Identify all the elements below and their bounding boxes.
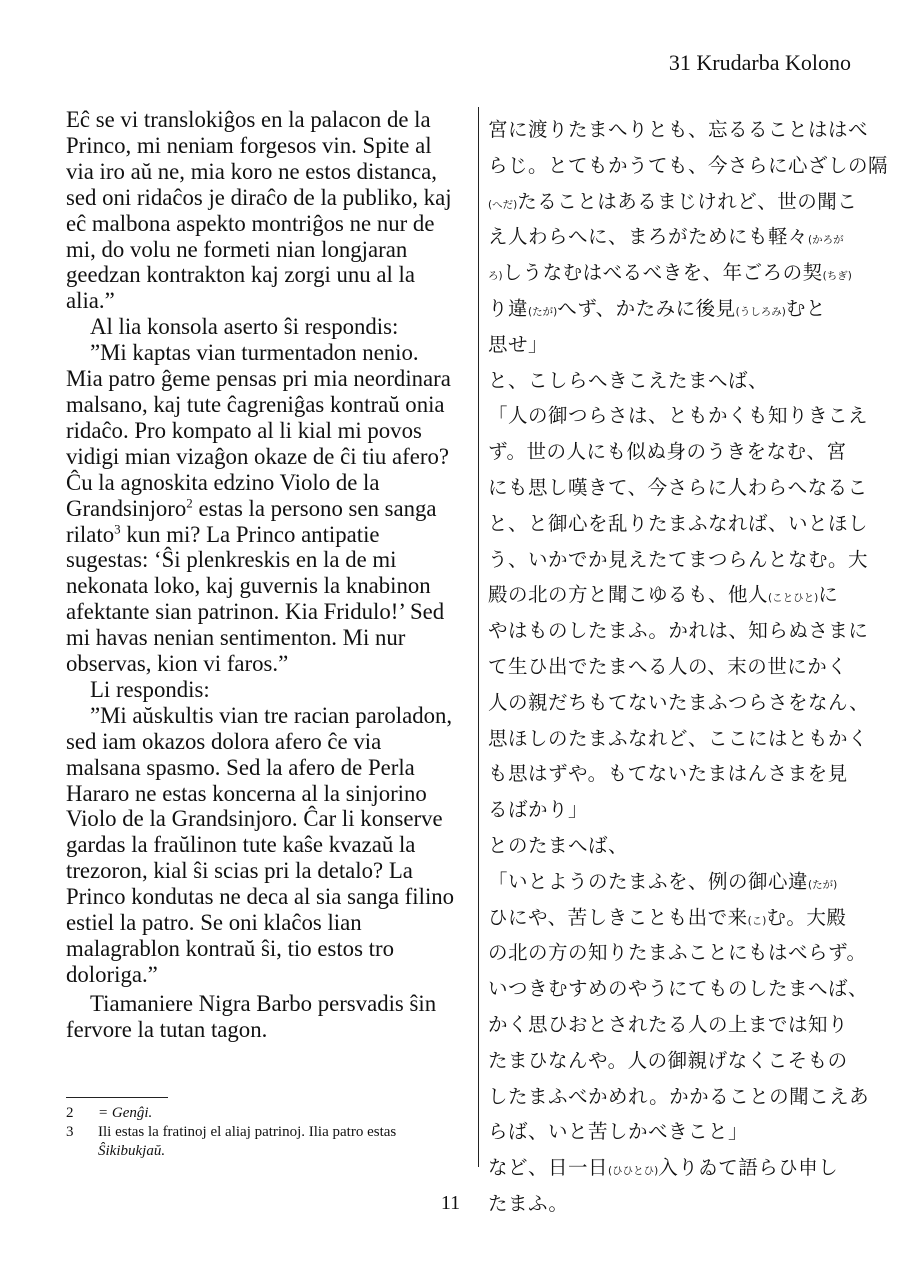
paragraph-5: ”Mi aŭskultis vian tre racian paroladon, sed iam okazos dolora afero ĉe via malsana spasmo. Sed la afero de Perla Hararo ne estas koncerna al la sinjorino Violo de la Grandsinjoro. Ĉar li konserve gardas la fraŭlinon tute kaŝe kvazaŭ la trezoron, kial ŝi scias pri la detalo? La Princo kondutas ne deca al sia sanga filino estiel la patro. Se oni klaĉos lian malagrablon kontraŭ ŝi, tio estos tro doloriga.”: [66, 702, 455, 987]
paragraph-4: Li respondis:: [90, 676, 210, 702]
japanese-text: むと: [785, 296, 826, 320]
paragraph-3-part-b: estas la persono sen sanga rilato: [66, 495, 437, 547]
japanese-text: え人わらへに、まろがためにも軽々: [488, 225, 809, 249]
japanese-line: [488, 363, 863, 399]
japanese-text: へず、かたみに後見: [557, 296, 736, 320]
japanese-line: [488, 184, 863, 220]
japanese-line: [488, 1007, 863, 1043]
footnote-text: [98, 1123, 396, 1161]
japanese-text: 「いとようのたまふを、例の御心違: [488, 869, 809, 893]
japanese-text: らじ。とてもかうても、今さらに心ざしの: [488, 153, 869, 177]
footnote-number: 2: [66, 1105, 74, 1121]
japanese-text: 入りゐて語らひ申し: [658, 1156, 839, 1180]
japanese-line: [488, 112, 869, 148]
footnote-ref-2: 2: [186, 495, 193, 510]
running-header: 31 Krudarba Kolono: [668, 50, 851, 75]
japanese-line: [488, 613, 869, 649]
footnote-3: [66, 1123, 466, 1161]
japanese-line: [488, 828, 863, 864]
japanese-text: う、いかでか見えたてまつらんとなむ。大: [488, 547, 869, 571]
footnote-text-plain: Ili estas la fratinoj el aliaj patrinoj. Ilia patro estas: [98, 1124, 397, 1140]
japanese-text: て生ひ出でたまへる人の、末の世にかく: [488, 654, 848, 678]
japanese-column: [488, 112, 889, 1222]
japanese-line: [488, 721, 869, 757]
japanese-line: [488, 434, 863, 470]
japanese-text: 「人の御つらさは、ともかくも知りきこえ: [488, 404, 869, 428]
japanese-line: [488, 792, 863, 828]
ruby-gloss: (ちぎ): [822, 270, 852, 283]
japanese-text: したまふべかめれ。かかることの聞こえあ: [488, 1084, 870, 1108]
japanese-text: にも思し嘆きて、今さらに人わらへなるこ: [488, 475, 868, 499]
japanese-line: [488, 506, 869, 542]
japanese-line: [488, 1114, 863, 1150]
ruby-gloss: ろ): [488, 270, 503, 283]
ruby-gloss: (こ): [747, 914, 767, 927]
footnote-ref-3: 3: [114, 520, 121, 536]
column-divider: [478, 107, 479, 1167]
ruby-gloss: (かろが: [808, 234, 844, 247]
esperanto-column: [66, 107, 471, 1043]
japanese-text: らば、いと苦しかべきこと」: [488, 1120, 749, 1144]
japanese-text: む。大殿: [766, 905, 847, 929]
paragraph-3-part-c: kun mi? La Princo antipatie sugestas: ‘Ŝi plenkreskis en la de mi nekonata loko, kaj guvernis la knabinon afektante sian patrinon. Kia Fridulo!’ Sed mi havas nenian sentimenton. Mi nur observas, kion vi faros.”: [66, 521, 445, 677]
japanese-line: [488, 470, 868, 506]
japanese-text: とのたまへば、: [488, 833, 629, 857]
ruby-gloss: (たが): [808, 878, 838, 891]
japanese-text: しうなむはべるべきを、年ごろの契: [502, 261, 823, 285]
japanese-text: り違: [488, 296, 529, 320]
japanese-text: など、日一日: [488, 1156, 609, 1180]
japanese-line: [488, 219, 863, 255]
japanese-text: に: [818, 583, 839, 607]
japanese-line: [488, 864, 863, 900]
japanese-line: [488, 577, 863, 613]
japanese-line: [488, 971, 869, 1007]
japanese-text: やはものしたまふ。かれは、知らぬさまに: [488, 619, 869, 643]
japanese-line: [488, 1043, 863, 1079]
japanese-line: [488, 1079, 870, 1115]
footnote-text: = Genĝi.: [98, 1105, 153, 1121]
japanese-text: ひにや、苦しきことも出で来: [488, 905, 748, 929]
japanese-line: [488, 900, 863, 936]
footnotes: [66, 1104, 466, 1161]
paragraph-1: Eĉ se vi translokiĝos en la palacon de la Princo, mi neniam forgesos vin. Spite al via iro aŭ ne, mia koro ne estos distanca, sed oni ridaĉos je diraĉo de la publiko, kaj eĉ malbona aspekto montriĝos ne nur de mi, do volu ne formeti nian longjaran geedzan kontrakton kaj zorgi unu al la alia.”: [66, 107, 452, 314]
footnote-rule: [66, 1097, 168, 1098]
ruby-gloss: (ことひと): [768, 592, 819, 605]
japanese-text: と、と御心を乱りたまふなれば、いとほし: [488, 511, 869, 535]
paragraph-3: [66, 340, 471, 677]
japanese-line: [488, 935, 867, 971]
japanese-line: [488, 1150, 863, 1186]
japanese-text: 宮に渡りたまへりとも、忘るることはは: [488, 118, 849, 141]
japanese-text: も思はずや。もてないたまはんさまを見: [488, 762, 848, 786]
paragraph-6: Tiamaniere Nigra Barbo persvadis ŝin fervore la tutan tagon.: [66, 990, 437, 1042]
ruby-gloss: (へだ): [488, 198, 518, 211]
japanese-line: [488, 398, 869, 434]
japanese-text: たまふ。: [488, 1191, 569, 1215]
japanese-line: [488, 148, 889, 184]
japanese-text: いつきむすめのやうにてものしたまへば、: [488, 977, 869, 1001]
japanese-text: ず。世の人にも似ぬ身のうきをなむ、宮: [488, 440, 847, 464]
japanese-line: [488, 255, 863, 291]
paragraph-2: Al lia konsola aserto ŝi respondis:: [90, 314, 399, 340]
ruby-gloss: (たが): [528, 305, 558, 318]
japanese-line: [488, 649, 863, 685]
japanese-text: 思ほしのたまふなれど、ここにはともかく: [488, 726, 869, 750]
japanese-line: [488, 542, 869, 578]
footnote-number: 3: [66, 1124, 74, 1140]
japanese-line: [488, 685, 870, 721]
japanese-line: [488, 327, 863, 363]
japanese-text: の北の方の知りたまふことにもはべらず。: [488, 941, 867, 965]
footnote-2: [66, 1104, 466, 1123]
japanese-text: たることはあるまじけれど、世の聞こ: [517, 189, 858, 213]
japanese-text: べ: [848, 118, 869, 141]
ruby-gloss: (ひひとひ): [608, 1165, 659, 1178]
japanese-text: 殿の北の方と聞こゆるも、他人: [488, 583, 769, 607]
page-number: 11: [440, 1192, 461, 1214]
japanese-text: 隔: [868, 153, 889, 177]
japanese-line: [488, 756, 863, 792]
japanese-text: と、こしらへきこえたまへば、: [488, 368, 769, 392]
japanese-text: たまひなんや。人の御親げなくこそもの: [488, 1048, 848, 1072]
japanese-line: [488, 291, 863, 327]
japanese-text: 人の親だちもてないたまふつらさをなん、: [488, 690, 870, 714]
ruby-gloss: (うしろみ): [735, 305, 786, 318]
japanese-text: 思せ」: [488, 332, 549, 356]
paragraph-3-part-a: ”Mi kaptas vian turmentadon nenio. Mia patro ĝeme pensas pri mia neordinara malsano, kaj tute ĉagreniĝas kontraŭ onia ridaĉo. Pro kompato al li kial mi povos vidigi mian vizaĝon okaze de ĉi tiu afero? Ĉu la agnoskita edzino Violo de la Grandsinjoro: [66, 340, 451, 521]
japanese-text: るばかり」: [488, 798, 589, 822]
japanese-text: かく思ひおとされたる人の上までは知り: [488, 1012, 849, 1036]
footnote-text-italic: Ŝikibukjaŭ.: [98, 1143, 166, 1159]
